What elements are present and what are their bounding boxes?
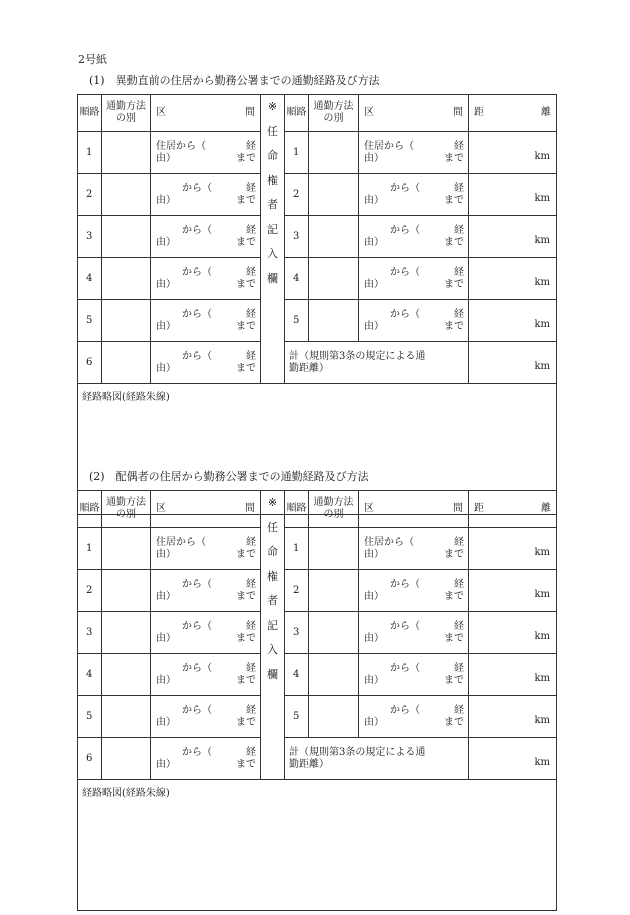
distance-cell[interactable]: km bbox=[469, 570, 557, 612]
distance-cell[interactable]: km bbox=[469, 696, 557, 738]
table-row bbox=[78, 216, 557, 258]
row-number: 6 bbox=[78, 342, 102, 384]
route-cell[interactable]: から（ 経 由） まで bbox=[151, 258, 261, 300]
header-distance: 距 離 bbox=[469, 491, 557, 528]
row-number: 1 bbox=[78, 528, 102, 570]
form-number-label: 2号紙 bbox=[78, 53, 107, 66]
route-cell[interactable]: から（ 経 由） まで bbox=[151, 174, 261, 216]
method-cell[interactable] bbox=[102, 132, 151, 174]
distance-cell[interactable]: km bbox=[469, 174, 557, 216]
method-cell[interactable] bbox=[102, 612, 151, 654]
distance-cell[interactable]: km bbox=[469, 612, 557, 654]
route-cell[interactable]: 住居から（ 経 由） まで bbox=[151, 132, 261, 174]
method-cell[interactable] bbox=[102, 342, 151, 384]
total-distance-cell[interactable]: km bbox=[469, 738, 557, 780]
route-map-area[interactable] bbox=[78, 780, 557, 911]
row-number: 3 bbox=[78, 612, 102, 654]
total-distance-label: 計（規則第3条の規定による通 勤距離） bbox=[285, 342, 469, 384]
route-cell[interactable]: から（ 経 由） まで bbox=[359, 570, 469, 612]
method-cell[interactable] bbox=[309, 174, 359, 216]
method-cell[interactable] bbox=[102, 300, 151, 342]
distance-cell[interactable]: km bbox=[469, 258, 557, 300]
row-number: 1 bbox=[78, 132, 102, 174]
method-cell[interactable] bbox=[309, 570, 359, 612]
table-row bbox=[78, 132, 557, 174]
header-method-right: 通勤方法の別 bbox=[309, 95, 359, 132]
row-number: 4 bbox=[285, 654, 309, 696]
method-cell[interactable] bbox=[309, 132, 359, 174]
method-cell[interactable] bbox=[309, 258, 359, 300]
distance-cell[interactable]: km bbox=[469, 528, 557, 570]
route-map-label: 経路略図(経路朱線) bbox=[82, 392, 170, 403]
header-distance: 距 離 bbox=[469, 95, 557, 132]
row-number: 4 bbox=[78, 258, 102, 300]
table-row bbox=[78, 612, 557, 654]
header-order: 順路 bbox=[78, 491, 102, 528]
row-number: 2 bbox=[285, 570, 309, 612]
method-cell[interactable] bbox=[102, 216, 151, 258]
table-row bbox=[78, 738, 557, 780]
row-number: 5 bbox=[285, 300, 309, 342]
distance-cell[interactable]: km bbox=[469, 132, 557, 174]
route-cell[interactable]: から（ 経 由） まで bbox=[151, 654, 261, 696]
row-number: 4 bbox=[285, 258, 309, 300]
row-number: 3 bbox=[285, 612, 309, 654]
route-cell[interactable]: から（ 経 由） まで bbox=[151, 216, 261, 258]
header-order: 順路 bbox=[78, 95, 102, 132]
section-1-title: (1) 異動直前の住居から勤務公署までの通勤経路及び方法 bbox=[89, 74, 380, 87]
route-map-label: 経路略図(経路朱線) bbox=[82, 788, 170, 799]
table-row bbox=[78, 300, 557, 342]
total-distance-cell[interactable]: km bbox=[469, 342, 557, 384]
method-cell[interactable] bbox=[102, 570, 151, 612]
header-order-right: 順路 bbox=[285, 491, 309, 528]
total-distance-label: 計（規則第3条の規定による通 勤距離） bbox=[285, 738, 469, 780]
method-cell[interactable] bbox=[309, 216, 359, 258]
row-number: 1 bbox=[285, 132, 309, 174]
method-cell[interactable] bbox=[309, 696, 359, 738]
method-cell[interactable] bbox=[102, 528, 151, 570]
row-number: 6 bbox=[78, 738, 102, 780]
table-row bbox=[78, 258, 557, 300]
table-row bbox=[78, 528, 557, 570]
header-method: 通勤方法の別 bbox=[102, 95, 151, 132]
method-cell[interactable] bbox=[309, 528, 359, 570]
table-row bbox=[78, 570, 557, 612]
row-number: 3 bbox=[285, 216, 309, 258]
route-cell[interactable]: 住居から（ 経 由） まで bbox=[359, 132, 469, 174]
appointing-authority-note: ※ 任 命 権 者 記 入 欄 bbox=[261, 95, 285, 384]
table-row bbox=[78, 342, 557, 384]
row-number: 4 bbox=[78, 654, 102, 696]
table-row bbox=[78, 654, 557, 696]
table-row bbox=[78, 696, 557, 738]
route-cell[interactable]: 住居から（ 経 由） まで bbox=[359, 528, 469, 570]
route-cell[interactable]: から（ 経 由） まで bbox=[151, 738, 261, 780]
route-table-1 bbox=[77, 94, 557, 515]
distance-cell[interactable]: km bbox=[469, 300, 557, 342]
distance-cell[interactable]: km bbox=[469, 216, 557, 258]
method-cell[interactable] bbox=[309, 654, 359, 696]
route-cell[interactable]: から（ 経 由） まで bbox=[151, 342, 261, 384]
route-table-2 bbox=[77, 490, 557, 911]
row-number: 3 bbox=[78, 216, 102, 258]
route-cell[interactable]: から（ 経 由） まで bbox=[359, 300, 469, 342]
method-cell[interactable] bbox=[102, 738, 151, 780]
header-order-right: 順路 bbox=[285, 95, 309, 132]
header-method: 通勤方法の別 bbox=[102, 491, 151, 528]
header-method-right: 通勤方法の別 bbox=[309, 491, 359, 528]
appointing-authority-note: ※ 任 命 権 者 記 入 欄 bbox=[261, 491, 285, 780]
row-number: 2 bbox=[285, 174, 309, 216]
header-section: 区 間 bbox=[151, 491, 261, 528]
route-cell[interactable]: から（ 経 由） まで bbox=[151, 612, 261, 654]
route-cell[interactable]: 住居から（ 経 由） まで bbox=[151, 528, 261, 570]
table-row bbox=[78, 174, 557, 216]
distance-cell[interactable]: km bbox=[469, 654, 557, 696]
method-cell[interactable] bbox=[102, 654, 151, 696]
route-cell[interactable]: から（ 経 由） まで bbox=[151, 696, 261, 738]
header-section-right: 区 間 bbox=[359, 95, 469, 132]
route-cell[interactable]: から（ 経 由） まで bbox=[359, 216, 469, 258]
row-number: 2 bbox=[78, 174, 102, 216]
method-cell[interactable] bbox=[102, 696, 151, 738]
header-section: 区 間 bbox=[151, 95, 261, 132]
row-number: 2 bbox=[78, 570, 102, 612]
method-cell[interactable] bbox=[102, 258, 151, 300]
route-cell[interactable]: から（ 経 由） まで bbox=[151, 570, 261, 612]
route-cell[interactable]: から（ 経 由） まで bbox=[359, 258, 469, 300]
route-cell[interactable]: から（ 経 由） まで bbox=[151, 300, 261, 342]
route-cell[interactable]: から（ 経 由） まで bbox=[359, 654, 469, 696]
method-cell[interactable] bbox=[309, 300, 359, 342]
row-number: 5 bbox=[285, 696, 309, 738]
route-cell[interactable]: から（ 経 由） まで bbox=[359, 696, 469, 738]
route-cell[interactable]: から（ 経 由） まで bbox=[359, 612, 469, 654]
route-cell[interactable]: から（ 経 由） まで bbox=[359, 174, 469, 216]
header-section-right: 区 間 bbox=[359, 491, 469, 528]
method-cell[interactable] bbox=[102, 174, 151, 216]
row-number: 5 bbox=[78, 696, 102, 738]
row-number: 5 bbox=[78, 300, 102, 342]
section-2-title: (2) 配偶者の住居から勤務公署までの通勤経路及び方法 bbox=[89, 470, 369, 483]
row-number: 1 bbox=[285, 528, 309, 570]
method-cell[interactable] bbox=[309, 612, 359, 654]
